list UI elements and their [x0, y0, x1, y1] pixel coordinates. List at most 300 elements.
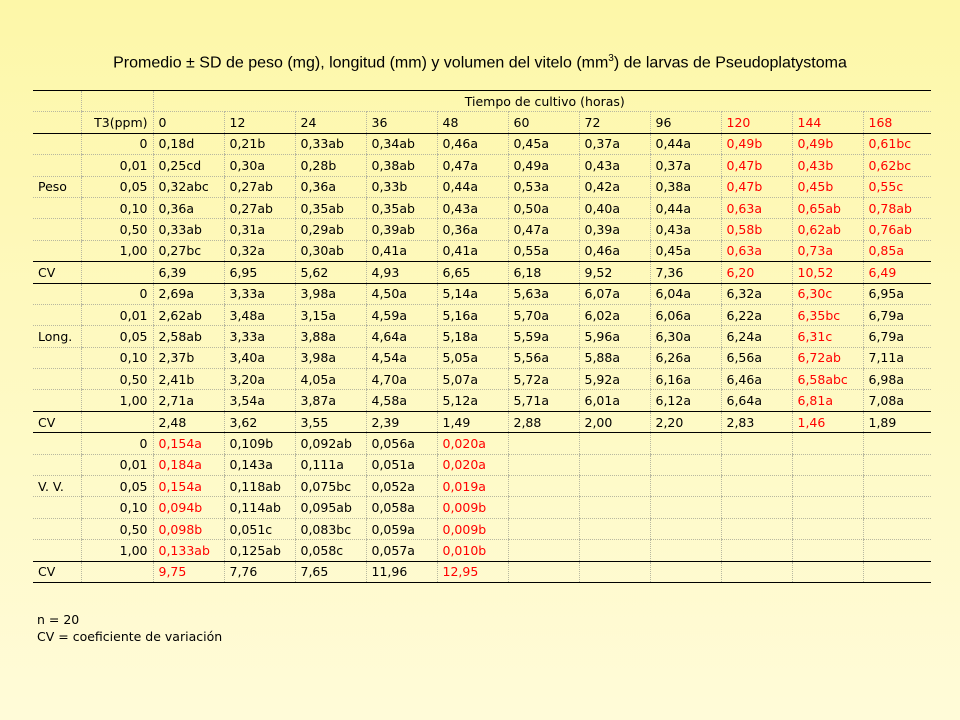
cv-blank	[81, 262, 153, 283]
cv-value-cell: 2,39	[366, 411, 437, 432]
value-cell: 6,22a	[721, 304, 792, 325]
value-cell: 3,87a	[295, 390, 366, 411]
title-text: Promedio ± SD de peso (mg), longitud (mm) y volumen del vitelo (mm	[113, 54, 609, 72]
value-cell: 4,70a	[366, 369, 437, 390]
header-hour-cell: 72	[579, 112, 650, 133]
cv-row	[33, 411, 931, 432]
value-cell: 5,70a	[508, 304, 579, 325]
value-cell	[579, 476, 650, 497]
section-label	[33, 240, 81, 261]
value-cell: 6,04a	[650, 283, 721, 304]
value-cell: 0,111a	[295, 454, 366, 475]
ppm-cell: 1,00	[81, 540, 153, 561]
value-cell: 6,79a	[863, 326, 931, 347]
cv-value-cell: 12,95	[437, 561, 508, 582]
cv-value-cell: 9,52	[579, 262, 650, 283]
value-cell: 6,56a	[721, 347, 792, 368]
header-blank	[33, 112, 81, 133]
value-cell: 0,051c	[224, 518, 295, 539]
header-blank	[33, 91, 81, 112]
value-cell: 0,30ab	[295, 240, 366, 261]
value-cell: 0,49a	[508, 155, 579, 176]
value-cell: 3,88a	[295, 326, 366, 347]
cv-row	[33, 262, 931, 283]
section-label	[33, 497, 81, 518]
cv-value-cell: 1,46	[792, 411, 863, 432]
value-cell: 0,61bc	[863, 133, 931, 154]
cv-blank	[81, 411, 153, 432]
cv-label: CV	[33, 561, 81, 582]
value-cell: 0,35ab	[366, 197, 437, 218]
section-label	[33, 197, 81, 218]
value-cell: 0,059a	[366, 518, 437, 539]
cv-value-cell: 6,20	[721, 262, 792, 283]
value-cell: 0,45a	[650, 240, 721, 261]
cv-blank	[81, 561, 153, 582]
value-cell: 0,27ab	[224, 197, 295, 218]
value-cell: 6,35bc	[792, 304, 863, 325]
cv-value-cell: 6,39	[153, 262, 224, 283]
value-cell: 6,24a	[721, 326, 792, 347]
value-cell: 3,33a	[224, 326, 295, 347]
value-cell: 0,133ab	[153, 540, 224, 561]
header-hour-cell: 60	[508, 112, 579, 133]
value-cell: 0,49b	[721, 133, 792, 154]
ppm-cell: 0,01	[81, 155, 153, 176]
value-cell: 4,54a	[366, 347, 437, 368]
value-cell: 0,095ab	[295, 497, 366, 518]
value-cell	[579, 454, 650, 475]
value-cell: 6,72ab	[792, 347, 863, 368]
ppm-cell: 0,05	[81, 176, 153, 197]
table-row	[33, 497, 931, 518]
value-cell: 0,39a	[579, 219, 650, 240]
value-cell: 6,31c	[792, 326, 863, 347]
value-cell: 5,72a	[508, 369, 579, 390]
value-cell: 5,96a	[579, 326, 650, 347]
value-cell: 0,55a	[508, 240, 579, 261]
ppm-cell: 0,50	[81, 219, 153, 240]
value-cell: 0,27ab	[224, 176, 295, 197]
cv-value-cell: 3,62	[224, 411, 295, 432]
value-cell: 6,32a	[721, 283, 792, 304]
value-cell	[579, 497, 650, 518]
value-cell: 2,37b	[153, 347, 224, 368]
value-cell	[721, 433, 792, 454]
value-cell	[792, 433, 863, 454]
value-cell: 0,052a	[366, 476, 437, 497]
cv-value-cell: 6,49	[863, 262, 931, 283]
value-cell: 0,43a	[579, 155, 650, 176]
ppm-cell: 0	[81, 283, 153, 304]
header-hour-cell: 12	[224, 112, 295, 133]
value-cell: 3,15a	[295, 304, 366, 325]
value-cell: 0,154a	[153, 476, 224, 497]
value-cell: 0,056a	[366, 433, 437, 454]
value-cell: 6,58abc	[792, 369, 863, 390]
value-cell: 0,009b	[437, 518, 508, 539]
value-cell	[721, 540, 792, 561]
value-cell: 5,71a	[508, 390, 579, 411]
value-cell	[721, 497, 792, 518]
ppm-cell: 0,01	[81, 304, 153, 325]
cv-value-cell: 2,83	[721, 411, 792, 432]
value-cell	[792, 454, 863, 475]
value-cell: 0,092ab	[295, 433, 366, 454]
value-cell	[650, 497, 721, 518]
cv-value-cell	[792, 561, 863, 582]
cv-value-cell: 4,93	[366, 262, 437, 283]
table-notes	[37, 611, 222, 645]
value-cell	[650, 433, 721, 454]
value-cell: 0,65ab	[792, 197, 863, 218]
cv-value-cell: 3,55	[295, 411, 366, 432]
section-label: Peso	[33, 176, 81, 197]
value-cell	[579, 540, 650, 561]
cv-value-cell: 11,96	[366, 561, 437, 582]
value-cell	[650, 454, 721, 475]
value-cell: 0,40a	[579, 197, 650, 218]
ppm-cell: 0,50	[81, 518, 153, 539]
value-cell: 3,40a	[224, 347, 295, 368]
value-cell: 0,73a	[792, 240, 863, 261]
cv-value-cell: 6,65	[437, 262, 508, 283]
cv-value-cell: 1,49	[437, 411, 508, 432]
section-label: Long.	[33, 326, 81, 347]
table-row	[33, 197, 931, 218]
value-cell: 0,42a	[579, 176, 650, 197]
value-cell: 6,95a	[863, 283, 931, 304]
cv-value-cell: 2,88	[508, 411, 579, 432]
value-cell: 0,019a	[437, 476, 508, 497]
section-label	[33, 347, 81, 368]
cv-value-cell: 2,00	[579, 411, 650, 432]
value-cell	[508, 540, 579, 561]
header-hour-cell: 48	[437, 112, 508, 133]
value-cell: 0,075bc	[295, 476, 366, 497]
cv-value-cell: 2,20	[650, 411, 721, 432]
value-cell: 0,62ab	[792, 219, 863, 240]
cv-value-cell	[508, 561, 579, 582]
cv-value-cell: 7,76	[224, 561, 295, 582]
value-cell: 0,47a	[437, 155, 508, 176]
value-cell: 0,41a	[366, 240, 437, 261]
value-cell	[792, 518, 863, 539]
value-cell: 6,07a	[579, 283, 650, 304]
value-cell: 0,38a	[650, 176, 721, 197]
value-cell: 3,48a	[224, 304, 295, 325]
value-cell: 6,01a	[579, 390, 650, 411]
value-cell	[792, 497, 863, 518]
table-row	[33, 240, 931, 261]
value-cell: 0,33ab	[295, 133, 366, 154]
value-cell: 0,45a	[508, 133, 579, 154]
cv-value-cell: 6,95	[224, 262, 295, 283]
value-cell: 4,64a	[366, 326, 437, 347]
value-cell: 0,058c	[295, 540, 366, 561]
value-cell: 0,36a	[153, 197, 224, 218]
section-label	[33, 304, 81, 325]
value-cell: 4,59a	[366, 304, 437, 325]
value-cell: 0,33b	[366, 176, 437, 197]
cv-value-cell	[650, 561, 721, 582]
value-cell: 0,057a	[366, 540, 437, 561]
value-cell: 0,43a	[650, 219, 721, 240]
cv-value-cell: 6,18	[508, 262, 579, 283]
ppm-cell: 1,00	[81, 390, 153, 411]
value-cell: 0,184a	[153, 454, 224, 475]
value-cell	[863, 518, 931, 539]
value-cell	[508, 497, 579, 518]
value-cell: 0,109b	[224, 433, 295, 454]
value-cell: 0,21b	[224, 133, 295, 154]
value-cell: 0,63a	[721, 197, 792, 218]
value-cell: 3,98a	[295, 347, 366, 368]
value-cell	[792, 476, 863, 497]
table-row	[33, 540, 931, 561]
value-cell: 0,32a	[224, 240, 295, 261]
value-cell: 0,114ab	[224, 497, 295, 518]
table-row	[33, 326, 931, 347]
value-cell: 6,79a	[863, 304, 931, 325]
value-cell: 6,30c	[792, 283, 863, 304]
value-cell: 2,58ab	[153, 326, 224, 347]
value-cell: 3,54a	[224, 390, 295, 411]
title-superscript: 3	[608, 53, 614, 64]
section-label	[33, 155, 81, 176]
value-cell: 0,44a	[650, 197, 721, 218]
value-cell: 0,118ab	[224, 476, 295, 497]
cv-value-cell: 1,89	[863, 411, 931, 432]
ppm-cell: 0,01	[81, 454, 153, 475]
ppm-cell: 1,00	[81, 240, 153, 261]
value-cell	[650, 518, 721, 539]
cv-definition-note: CV = coeficiente de variación	[37, 629, 223, 644]
section-label	[33, 433, 81, 454]
value-cell: 5,16a	[437, 304, 508, 325]
value-cell: 0,34ab	[366, 133, 437, 154]
section-label	[33, 454, 81, 475]
section-label	[33, 369, 81, 390]
value-cell: 0,32abc	[153, 176, 224, 197]
value-cell: 0,143a	[224, 454, 295, 475]
cv-value-cell	[721, 561, 792, 582]
section-label	[33, 540, 81, 561]
value-cell: 4,05a	[295, 369, 366, 390]
value-cell: 0,53a	[508, 176, 579, 197]
value-cell: 3,20a	[224, 369, 295, 390]
ppm-cell: 0,10	[81, 497, 153, 518]
header-group-title: Tiempo de cultivo (horas)	[153, 91, 931, 112]
value-cell: 0,43b	[792, 155, 863, 176]
value-cell: 6,98a	[863, 369, 931, 390]
section-label	[33, 133, 81, 154]
value-cell: 5,63a	[508, 283, 579, 304]
cv-row	[33, 561, 931, 582]
value-cell: 6,06a	[650, 304, 721, 325]
section-label: V. V.	[33, 476, 81, 497]
value-cell: 5,07a	[437, 369, 508, 390]
header-hour-cell: 36	[366, 112, 437, 133]
sample-size-note: n = 20	[37, 612, 80, 627]
value-cell: 0,051a	[366, 454, 437, 475]
value-cell: 0,46a	[437, 133, 508, 154]
cv-value-cell	[863, 561, 931, 582]
value-cell	[508, 454, 579, 475]
data-table	[33, 90, 931, 583]
value-cell: 0,47b	[721, 176, 792, 197]
value-cell: 6,16a	[650, 369, 721, 390]
value-cell: 2,62ab	[153, 304, 224, 325]
table-row	[33, 304, 931, 325]
value-cell	[508, 518, 579, 539]
value-cell: 0,33ab	[153, 219, 224, 240]
cv-value-cell: 7,65	[295, 561, 366, 582]
value-cell: 0,30a	[224, 155, 295, 176]
value-cell	[650, 476, 721, 497]
value-cell: 2,71a	[153, 390, 224, 411]
value-cell: 0,27bc	[153, 240, 224, 261]
value-cell: 0,058a	[366, 497, 437, 518]
value-cell: 0,47b	[721, 155, 792, 176]
value-cell: 0,35ab	[295, 197, 366, 218]
ppm-cell: 0	[81, 433, 153, 454]
value-cell: 0,50a	[508, 197, 579, 218]
title-text-end: ) de larvas de Pseudoplatystoma	[613, 54, 847, 72]
value-cell: 3,98a	[295, 283, 366, 304]
value-cell: 0,154a	[153, 433, 224, 454]
value-cell	[863, 540, 931, 561]
section-label	[33, 219, 81, 240]
section-label	[33, 283, 81, 304]
value-cell: 6,64a	[721, 390, 792, 411]
header-hours-row	[33, 112, 931, 133]
value-cell: 0,37a	[579, 133, 650, 154]
value-cell: 0,39ab	[366, 219, 437, 240]
value-cell: 5,05a	[437, 347, 508, 368]
table-row	[33, 347, 931, 368]
value-cell	[508, 433, 579, 454]
value-cell: 2,69a	[153, 283, 224, 304]
cv-value-cell: 5,62	[295, 262, 366, 283]
header-hour-cell: 24	[295, 112, 366, 133]
header-hour-cell: 120	[721, 112, 792, 133]
value-cell	[579, 518, 650, 539]
value-cell: 0,083bc	[295, 518, 366, 539]
ppm-cell: 0,05	[81, 476, 153, 497]
value-cell: 0,37a	[650, 155, 721, 176]
value-cell: 4,58a	[366, 390, 437, 411]
value-cell	[721, 476, 792, 497]
value-cell: 0,41a	[437, 240, 508, 261]
value-cell: 5,12a	[437, 390, 508, 411]
cv-value-cell	[579, 561, 650, 582]
value-cell	[650, 540, 721, 561]
value-cell	[863, 454, 931, 475]
value-cell: 0,58b	[721, 219, 792, 240]
value-cell: 5,56a	[508, 347, 579, 368]
value-cell: 7,08a	[863, 390, 931, 411]
cv-label: CV	[33, 411, 81, 432]
ppm-cell: 0,50	[81, 369, 153, 390]
value-cell: 6,46a	[721, 369, 792, 390]
value-cell: 0,63a	[721, 240, 792, 261]
value-cell: 0,29ab	[295, 219, 366, 240]
value-cell: 0,43a	[437, 197, 508, 218]
value-cell: 6,81a	[792, 390, 863, 411]
value-cell	[579, 433, 650, 454]
value-cell	[863, 476, 931, 497]
ppm-cell: 0,05	[81, 326, 153, 347]
value-cell: 0,44a	[650, 133, 721, 154]
ppm-cell: 0,10	[81, 197, 153, 218]
header-blank	[81, 91, 153, 112]
header-hour-cell: 168	[863, 112, 931, 133]
value-cell: 6,12a	[650, 390, 721, 411]
table-row	[33, 369, 931, 390]
value-cell: 5,18a	[437, 326, 508, 347]
table-row	[33, 155, 931, 176]
value-cell: 0,62bc	[863, 155, 931, 176]
value-cell: 0,36a	[437, 219, 508, 240]
value-cell: 6,26a	[650, 347, 721, 368]
header-hour-cell: 96	[650, 112, 721, 133]
table-row	[33, 433, 931, 454]
cv-value-cell: 9,75	[153, 561, 224, 582]
page-title	[0, 53, 960, 72]
value-cell: 0,85a	[863, 240, 931, 261]
table-row	[33, 283, 931, 304]
ppm-cell: 0	[81, 133, 153, 154]
value-cell: 0,78ab	[863, 197, 931, 218]
cv-label: CV	[33, 262, 81, 283]
header-hour-cell: 144	[792, 112, 863, 133]
value-cell	[863, 433, 931, 454]
value-cell: 0,010b	[437, 540, 508, 561]
ppm-cell: 0,10	[81, 347, 153, 368]
value-cell: 7,11a	[863, 347, 931, 368]
value-cell	[792, 540, 863, 561]
value-cell: 5,14a	[437, 283, 508, 304]
value-cell: 0,49b	[792, 133, 863, 154]
cv-value-cell: 10,52	[792, 262, 863, 283]
value-cell: 5,88a	[579, 347, 650, 368]
value-cell: 0,25cd	[153, 155, 224, 176]
value-cell: 0,38ab	[366, 155, 437, 176]
value-cell: 0,46a	[579, 240, 650, 261]
value-cell	[721, 518, 792, 539]
section-label	[33, 390, 81, 411]
value-cell: 0,098b	[153, 518, 224, 539]
value-cell: 0,28b	[295, 155, 366, 176]
table-row	[33, 476, 931, 497]
value-cell: 0,125ab	[224, 540, 295, 561]
header-group-row	[33, 91, 931, 112]
value-cell: 3,33a	[224, 283, 295, 304]
table-row	[33, 219, 931, 240]
value-cell: 0,44a	[437, 176, 508, 197]
value-cell: 0,020a	[437, 433, 508, 454]
value-cell: 5,92a	[579, 369, 650, 390]
value-cell: 0,094b	[153, 497, 224, 518]
value-cell: 0,47a	[508, 219, 579, 240]
cv-value-cell: 2,48	[153, 411, 224, 432]
value-cell: 5,59a	[508, 326, 579, 347]
value-cell: 0,020a	[437, 454, 508, 475]
value-cell: 2,41b	[153, 369, 224, 390]
header-hour-cell: 0	[153, 112, 224, 133]
cv-value-cell: 7,36	[650, 262, 721, 283]
